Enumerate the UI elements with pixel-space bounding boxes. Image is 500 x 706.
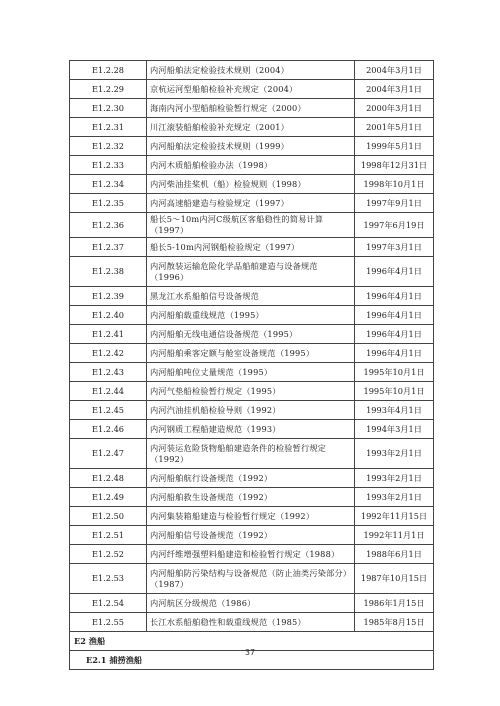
row-code: E1.2.29 — [70, 80, 147, 99]
row-date: 1997年9月1日 — [355, 194, 434, 213]
row-title: 内河船舶信号设备规范（1992） — [147, 526, 355, 545]
row-date: 1992年11月15日 — [355, 507, 434, 526]
row-title: 内河散装运输危险化学品船舶建造与设备规范（1996） — [147, 257, 355, 287]
row-code: E1.2.39 — [70, 287, 147, 306]
row-date: 2000年3月1日 — [355, 99, 434, 118]
row-code: E1.2.51 — [70, 526, 147, 545]
row-title: 内河高速船建造与检验规定（1997） — [147, 194, 355, 213]
row-code: E1.2.42 — [70, 344, 147, 363]
row-code: E1.2.35 — [70, 194, 147, 213]
row-date: 1993年2月1日 — [355, 439, 434, 469]
row-title: 黑龙江水系船舶信号设备规范 — [147, 287, 355, 306]
row-date: 2001年5月1日 — [355, 118, 434, 137]
row-code: E1.2.31 — [70, 118, 147, 137]
row-code: E1.2.44 — [70, 382, 147, 401]
table-row — [70, 564, 434, 594]
row-title: 内河柴油挂桨机（船）检验规则（1998） — [147, 175, 355, 194]
row-code: E1.2.43 — [70, 363, 147, 382]
row-date: 1996年4月1日 — [355, 344, 434, 363]
table-row — [70, 257, 434, 287]
regulations-table — [69, 60, 434, 670]
row-code: E1.2.53 — [70, 564, 147, 594]
row-date: 1993年2月1日 — [355, 488, 434, 507]
row-date: 2004年3月1日 — [355, 61, 434, 80]
row-date: 1997年6月19日 — [355, 213, 434, 238]
row-code: E1.2.55 — [70, 613, 147, 632]
row-code: E1.2.54 — [70, 594, 147, 613]
row-code: E1.2.37 — [70, 238, 147, 257]
table-row — [70, 363, 434, 382]
row-code: E1.2.34 — [70, 175, 147, 194]
row-title: 内河船舶无线电通信设备规范（1995） — [147, 325, 355, 344]
row-date: 1998年12月31日 — [355, 156, 434, 175]
row-date: 1985年8月15日 — [355, 613, 434, 632]
row-title: 内河船舶法定检验技术规则（1999） — [147, 137, 355, 156]
row-title: 内河汽油挂机船检验导则（1992） — [147, 401, 355, 420]
row-code: E1.2.38 — [70, 257, 147, 287]
table-row — [70, 469, 434, 488]
table-row — [70, 118, 434, 137]
section-heading: E2 渔船 — [70, 632, 434, 651]
row-title: 内河船舶吨位丈量规范（1995） — [147, 363, 355, 382]
row-date: 1995年10月1日 — [355, 363, 434, 382]
row-title: 内河气垫船检验暂行规定（1995） — [147, 382, 355, 401]
row-title: 内河航区分级规范（1986） — [147, 594, 355, 613]
row-title: 内河船舶航行设备规范（1992） — [147, 469, 355, 488]
row-code: E1.2.46 — [70, 420, 147, 439]
row-title: 内河钢质工程船建造规范（1993） — [147, 420, 355, 439]
table-row — [70, 99, 434, 118]
row-title: 长江水系船舶稳性和载重线规范（1985） — [147, 613, 355, 632]
row-date: 2004年3月1日 — [355, 80, 434, 99]
regulations-table-body — [70, 61, 434, 670]
row-date: 1995年10月1日 — [355, 382, 434, 401]
table-row — [70, 594, 434, 613]
table-row — [70, 420, 434, 439]
row-code: E1.2.30 — [70, 99, 147, 118]
row-date: 1999年5月1日 — [355, 137, 434, 156]
table-row — [70, 175, 434, 194]
row-date: 1996年4月1日 — [355, 257, 434, 287]
row-code: E1.2.28 — [70, 61, 147, 80]
row-title: 海南内河小型船舶检验暂行规定（2000） — [147, 99, 355, 118]
row-title: 内河船舶法定检验技术规则（2004） — [147, 61, 355, 80]
row-date: 1993年4月1日 — [355, 401, 434, 420]
subsection-heading: E2.1 捕捞渔船 — [70, 651, 434, 670]
row-title: 京杭运河型船舶检验补充规定（2004） — [147, 80, 355, 99]
row-date: 1996年4月1日 — [355, 325, 434, 344]
row-code: E1.2.47 — [70, 439, 147, 469]
page-number: 37 — [244, 648, 256, 657]
row-date: 1998年10月1日 — [355, 175, 434, 194]
table-row — [70, 382, 434, 401]
row-title: 船长5-10m内河钢船检验规定（1997） — [147, 238, 355, 257]
table-row — [70, 545, 434, 564]
row-date: 1993年2月1日 — [355, 469, 434, 488]
row-date: 1986年1月15日 — [355, 594, 434, 613]
table-row — [70, 80, 434, 99]
row-title: 川江滚装船舶检验补充规定（2001） — [147, 118, 355, 137]
row-code: E1.2.41 — [70, 325, 147, 344]
row-code: E1.2.48 — [70, 469, 147, 488]
table-row — [70, 213, 434, 238]
table-row — [70, 613, 434, 632]
table-row — [70, 137, 434, 156]
table-row — [70, 156, 434, 175]
row-date: 1996年4月1日 — [355, 287, 434, 306]
row-code: E1.2.45 — [70, 401, 147, 420]
row-date: 1997年3月1日 — [355, 238, 434, 257]
row-date: 1996年4月1日 — [355, 306, 434, 325]
row-code: E1.2.33 — [70, 156, 147, 175]
table-row — [70, 507, 434, 526]
row-title: 内河木质船舶检验办法（1998） — [147, 156, 355, 175]
row-title: 内河船舶防污染结构与设备规范（防止油类污染部分）（1987） — [147, 564, 355, 594]
row-title: 内河装运危险货物船舶建造条件的检验暂行规定（1992） — [147, 439, 355, 469]
row-title: 内河船舶乘客定额与舱室设备规范（1995） — [147, 344, 355, 363]
table-row — [70, 61, 434, 80]
table-row — [70, 194, 434, 213]
row-code: E1.2.40 — [70, 306, 147, 325]
table-row — [70, 401, 434, 420]
table-row — [70, 526, 434, 545]
row-code: E1.2.36 — [70, 213, 147, 238]
row-code: E1.2.32 — [70, 137, 147, 156]
row-title: 内河纤维增强塑料船建造和检验暂行规定（1988） — [147, 545, 355, 564]
table-row — [70, 439, 434, 469]
row-date: 1988年6月1日 — [355, 545, 434, 564]
row-title: 内河船舶载重线规范（1995） — [147, 306, 355, 325]
table-row — [70, 488, 434, 507]
row-code: E1.2.49 — [70, 488, 147, 507]
table-row — [70, 344, 434, 363]
table-row — [70, 325, 434, 344]
row-code: E1.2.52 — [70, 545, 147, 564]
row-date: 1994年3月1日 — [355, 420, 434, 439]
row-date: 1992年11月1日 — [355, 526, 434, 545]
row-code: E1.2.50 — [70, 507, 147, 526]
row-title: 内河船舶救生设备规范（1992） — [147, 488, 355, 507]
row-title: 船长5～10m内河C级航区客船稳性的简易计算（1997） — [147, 213, 355, 238]
table-row — [70, 287, 434, 306]
table-row — [70, 238, 434, 257]
table-row — [70, 306, 434, 325]
row-title: 内河集装箱船建造与检验暂行规定（1992） — [147, 507, 355, 526]
row-date: 1987年10月15日 — [355, 564, 434, 594]
